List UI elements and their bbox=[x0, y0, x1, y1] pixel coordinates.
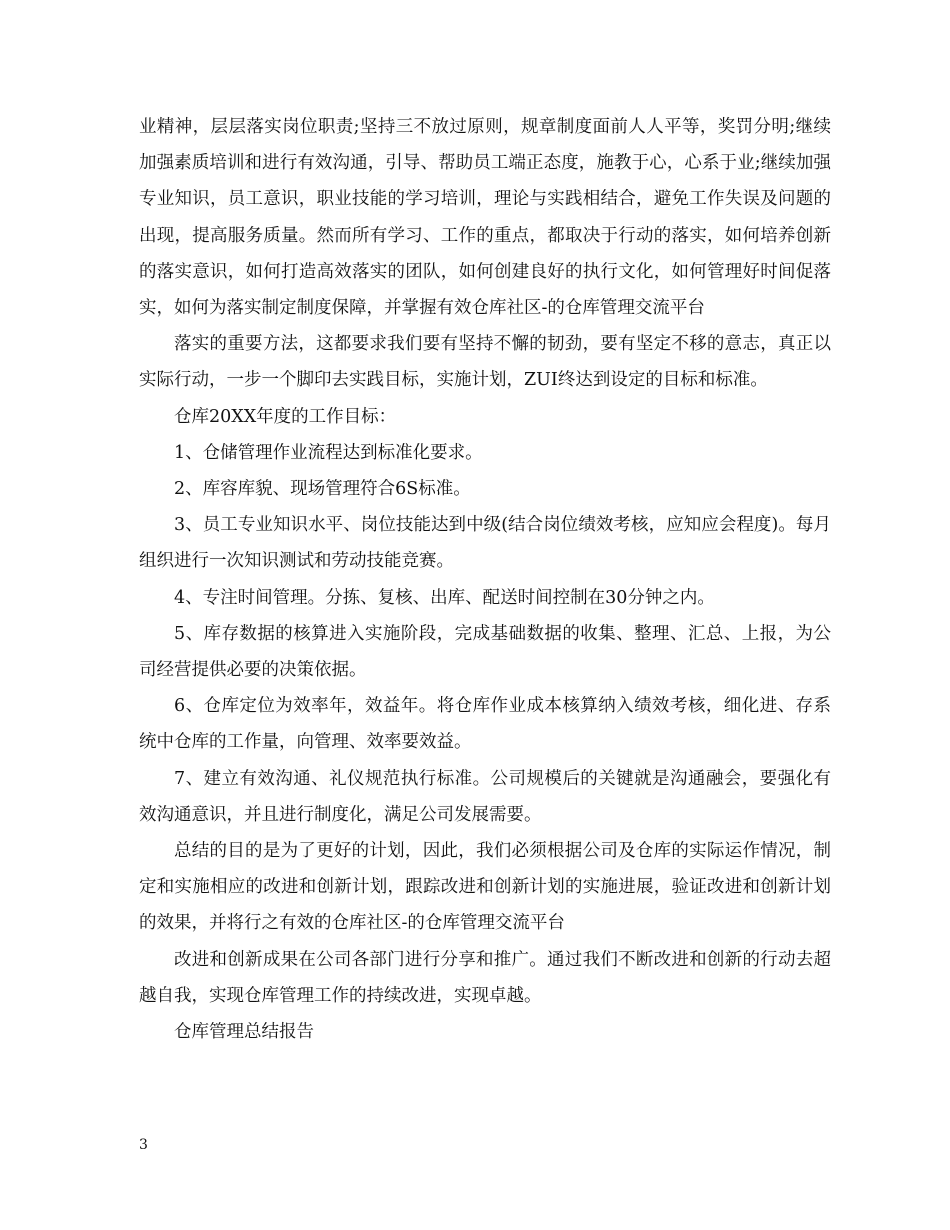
paragraph: 落实的重要方法，这都要求我们要有坚持不懈的韧劲，要有坚定不移的意志，真正以实际行动，一步一个脚印去实践目标，实施计划，ZUI终达到设定的目标和标准。 bbox=[139, 334, 831, 391]
section-heading: 仓库20XX年度的工作目标： bbox=[174, 406, 397, 427]
list-item: 1、仓储管理作业流程达到标准化要求。 bbox=[174, 442, 483, 463]
list-item: 3、员工专业知识水平、岗位技能达到中级(结合岗位绩效考核，应知应会程度)。每月组织进行一次知识测试和劳动技能竞赛。 bbox=[139, 515, 831, 572]
paragraph: 总结的目的是为了更好的计划，因此，我们必须根据公司及仓库的实际运作情况，制定和实施相应的改进和创新计划，跟踪改进和创新计划的实施进展，验证改进和创新计划的效果，并将行之有效的仓库社区-的仓库管理交流平台 bbox=[139, 841, 831, 934]
list-item: 6、仓库定位为效率年，效益年。将仓库作业成本核算纳入绩效考核，细化进、存系统中仓库的工作量，向管理、效率要效益。 bbox=[139, 696, 831, 753]
list-item: 5、库存数据的核算进入实施阶段，完成基础数据的收集、整理、汇总、上报，为公司经营提供必要的决策依据。 bbox=[139, 623, 831, 681]
closing-line: 仓库管理总结报告 bbox=[174, 1022, 314, 1043]
document-body bbox=[139, 109, 831, 1050]
paragraph-continued: 业精神，层层落实岗位职责;坚持三不放过原则，规章制度面前人人平等，奖罚分明;继续加强素质培训和进行有效沟通，引导、帮助员工端正态度，施教于心，心系于业;继续加强专业知识，员工意识，职业技能的学习培训，理论与实践相结合，避免工作失误及问题的出现，提高服务质量。然而所有学习、工作的重点，都取决于行动的落实，如何培养创新的落实意识，如何打造高效落实的团队，如何创建良好的执行文化，如何管理好时间促落实，如何为落实制定制度保障，并掌握有效仓库社区-的仓库管理交流平台 bbox=[139, 117, 831, 319]
paragraph: 改进和创新成果在公司各部门进行分享和推广。通过我们不断改进和创新的行动去超越自我，实现仓库管理工作的持续改进，实现卓越。 bbox=[139, 949, 831, 1006]
page-number: 3 bbox=[139, 1137, 148, 1153]
list-item: 7、建立有效沟通、礼仪规范执行标准。公司规模后的关键就是沟通融会，要强化有效沟通意识，并且进行制度化，满足公司发展需要。 bbox=[139, 768, 831, 825]
list-item: 4、专注时间管理。分拣、复核、出库、配送时间控制在30分钟之内。 bbox=[174, 587, 715, 608]
list-item: 2、库容库貌、现场管理符合6S标准。 bbox=[174, 479, 471, 500]
